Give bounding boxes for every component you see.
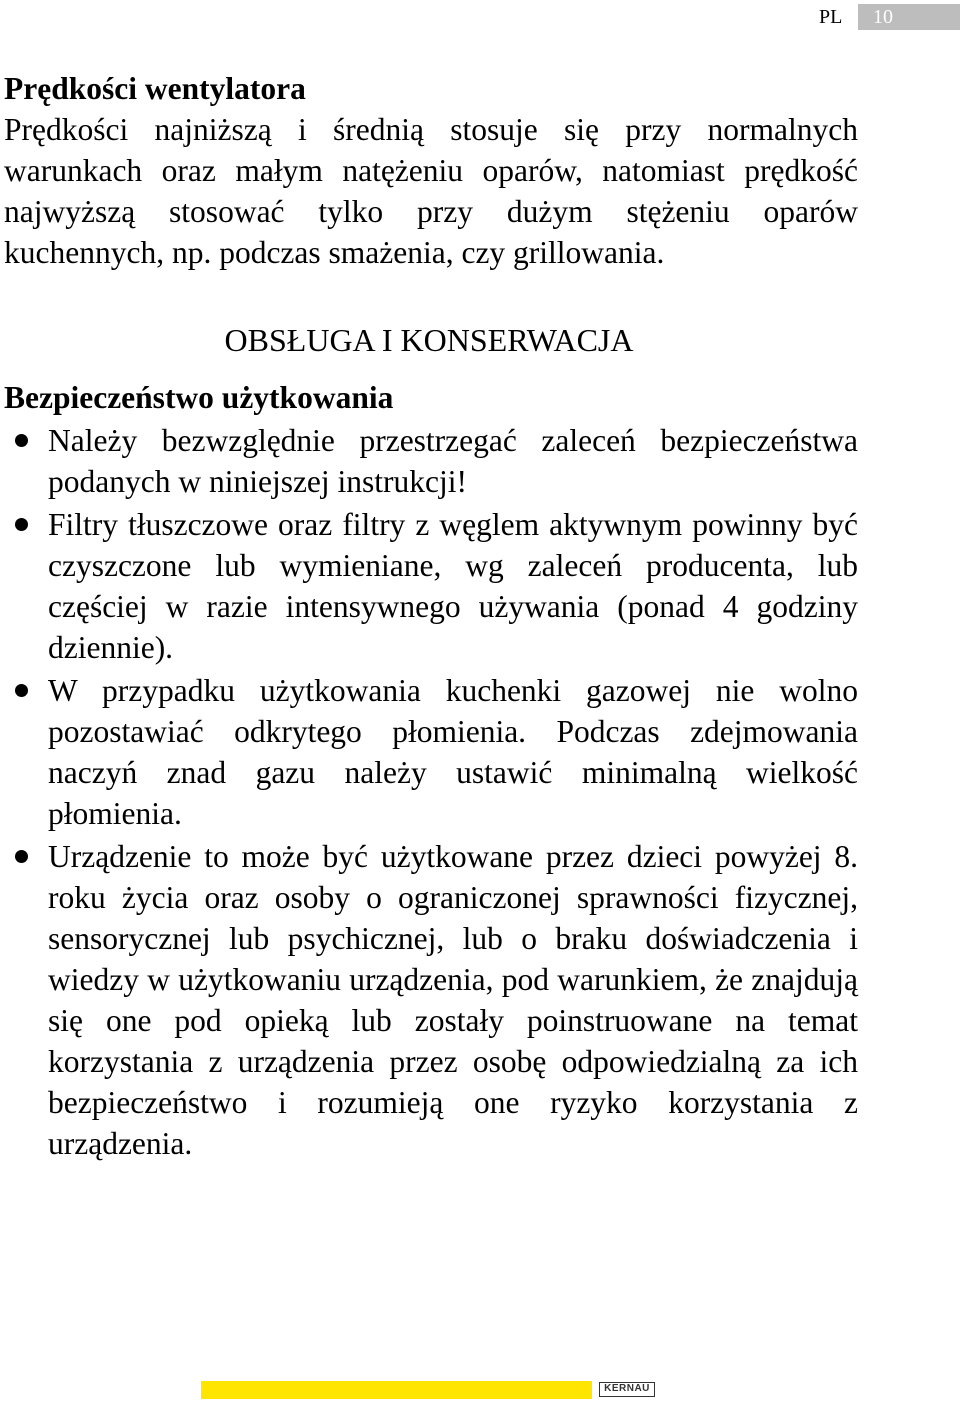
page-content <box>4 68 858 1166</box>
list-item <box>4 670 858 834</box>
safety-list <box>4 420 858 1164</box>
bullet-icon <box>15 434 28 447</box>
language-label: PL <box>819 6 843 28</box>
list-item-text: Urządzenie to może być użytkowane przez dzieci powyżej 8. roku życia oraz osoby o ograniczonej sprawności fizycznej, sensorycznej lub psychicznej, lub o braku doświadczenia i wiedzy w użytkowaniu urządzenia, pod warunkiem, że znajdują się one pod opieką lub zostały poinstruowane na temat korzystania z urządzenia przez osobę odpowiedzialną za ich bezpieczeństwo i rozumieją one ryzyko korzystania z urządzenia. <box>48 839 858 1161</box>
safety-subtitle: Bezpieczeństwo użytkowania <box>4 380 394 415</box>
section-title <box>4 315 858 365</box>
page-header <box>0 4 960 30</box>
footer-accent-bar <box>201 1381 592 1399</box>
list-item-text: Filtry tłuszczowe oraz filtry z węglem aktywnym powinny być czyszczone lub wymieniane, wg zaleceń producenta, lub częściej w razie intensywnego używania (ponad 4 godziny dziennie). <box>48 507 858 665</box>
fan-speeds-title: Prędkości wentylatora <box>4 71 306 106</box>
bullet-icon <box>15 518 28 531</box>
list-item-text: W przypadku użytkowania kuchenki gazowej nie wolno pozostawiać odkrytego płomienia. Podczas zdejmowania naczyń znad gazu należy ustawić minimalną wielkość płomienia. <box>48 673 858 831</box>
list-item-text: Należy bezwzględnie przestrzegać zaleceń bezpieczeństwa podanych w niniejszej instrukcji! <box>48 423 858 499</box>
page-number: 10 <box>873 6 893 28</box>
section-title-text: OBSŁUGA I KONSERWACJA <box>224 322 634 358</box>
brand-logo: KERNAU <box>599 1382 655 1397</box>
bullet-icon <box>15 850 28 863</box>
fan-speeds-text: Prędkości najniższą i średnią stosuje się przy normalnych warunkach oraz małym natężeniu oparów, natomiast prędkość najwyższą stosować tylko przy dużym stężeniu oparów kuchennych, np. podczas smażenia, czy grillowania. <box>4 112 858 270</box>
list-item <box>4 504 858 668</box>
list-item <box>4 420 858 502</box>
list-item <box>4 836 858 1164</box>
bullet-icon <box>15 684 28 697</box>
